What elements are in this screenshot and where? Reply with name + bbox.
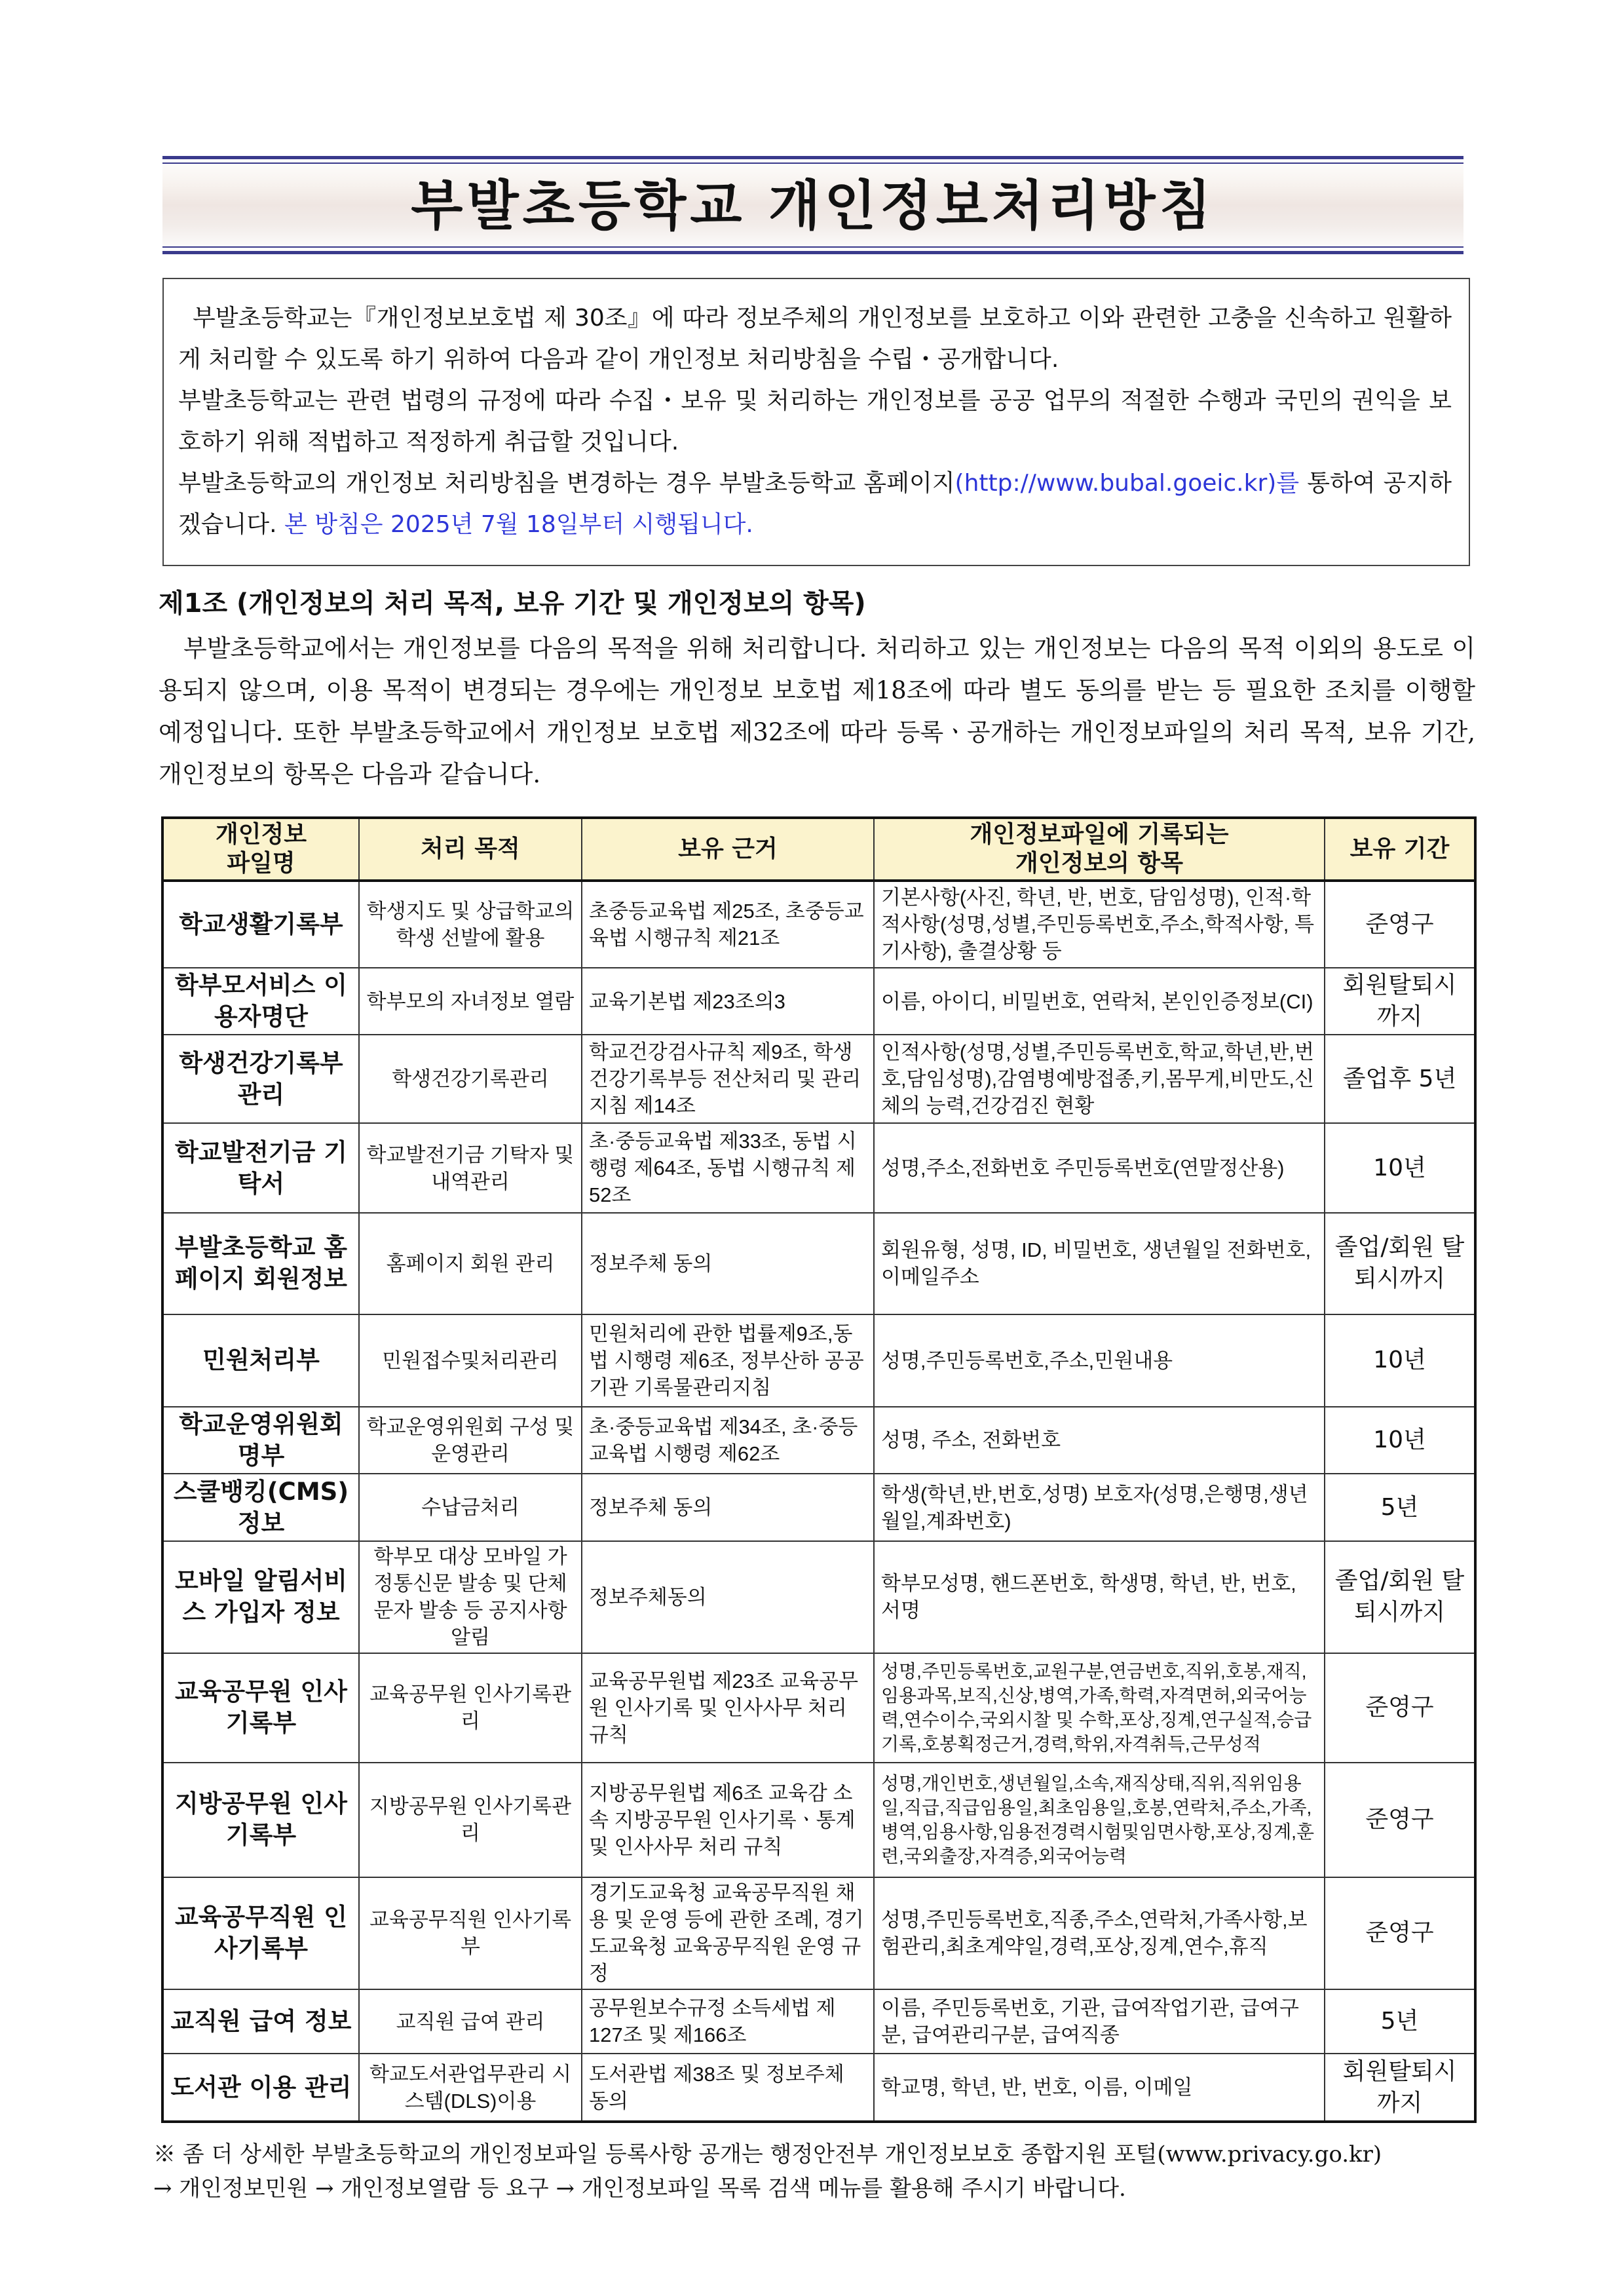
cell-basis: 정보주체 동의 [582, 1213, 874, 1314]
cell-period: 준영구 [1325, 1877, 1475, 1989]
cell-basis: 도서관법 제38조 및 정보주체 동의 [582, 2054, 874, 2122]
cell-purpose: 학부모의 자녀정보 열람 [359, 968, 582, 1035]
header-period: 보유 기간 [1325, 818, 1475, 881]
table-row [162, 881, 1475, 968]
header-items: 개인정보파일에 기록되는 개인정보의 항목 [874, 818, 1325, 881]
header-basis: 보유 근거 [582, 818, 874, 881]
cell-period: 준영구 [1325, 1763, 1475, 1877]
cell-basis: 공무원보수규정 소득세법 제127조 및 제166조 [582, 1989, 874, 2054]
cell-basis: 정보주체 동의 [582, 1474, 874, 1541]
cell-file-name: 지방공무원 인사기록부 [162, 1763, 359, 1877]
intro-paragraph-3-tail: 통하여 공지하겠습니다. [178, 470, 1452, 538]
cell-purpose: 학교발전기금 기탁자 및 내역관리 [359, 1123, 582, 1213]
cell-basis: 정보주체동의 [582, 1541, 874, 1653]
cell-period: 졸업후 5년 [1325, 1035, 1475, 1123]
cell-purpose: 학교운영위원회 구성 및 운영관리 [359, 1407, 582, 1474]
cell-file-name: 교육공무원 인사기록부 [162, 1653, 359, 1763]
cell-period: 5년 [1325, 1989, 1475, 2054]
table-row [162, 1035, 1475, 1123]
cell-basis: 초·중등교육법 제34조, 초·중등교육법 시행령 제62조 [582, 1407, 874, 1474]
intro-paragraph-3-lead: 부발초등학교의 개인정보 처리방침을 변경하는 경우 부발초등학교 홈페이지 [178, 470, 955, 497]
cell-basis: 지방공무원법 제6조 교육감 소속 지방공무원 인사기록ㆍ통계 및 인사사무 처리 규칙 [582, 1763, 874, 1877]
cell-file-name: 학교운영위원회 명부 [162, 1407, 359, 1474]
cell-purpose: 홈페이지 회원 관리 [359, 1213, 582, 1314]
table-row [162, 1314, 1475, 1407]
cell-file-name: 민원처리부 [162, 1314, 359, 1407]
effective-date-notice: 본 방침은 2025년 7월 18일부터 시행됩니다. [284, 511, 753, 538]
table-row [162, 1407, 1475, 1474]
cell-purpose: 학부모 대상 모바일 가정통신문 발송 및 단체문자 발송 등 공지사항 알림 [359, 1541, 582, 1653]
cell-items: 성명, 주소, 전화번호 [874, 1407, 1325, 1474]
cell-basis: 학교건강검사규칙 제9조, 학생건강기록부등 전산처리 및 관리지침 제14조 [582, 1035, 874, 1123]
cell-items: 이름, 아이디, 비밀번호, 연락처, 본인인증정보(CI) [874, 968, 1325, 1035]
title-top-rule [162, 156, 1463, 159]
table-row [162, 1989, 1475, 2054]
intro-paragraph-3 [178, 463, 1452, 545]
cell-period: 준영구 [1325, 1653, 1475, 1763]
cell-file-name: 부발초등학교 홈페이지 회원정보 [162, 1213, 359, 1314]
cell-purpose: 민원접수및처리관리 [359, 1314, 582, 1407]
cell-items: 성명,개인번호,생년월일,소속,재직상태,직위,직위임용일,직급,직급임용일,최초임용일,호봉,연락처,주소,가족,병역,임용사항,임용전경력시험및임면사항,포상,징계,훈련,국외출장,자격증,외국어능력 [874, 1763, 1325, 1877]
cell-file-name: 학부모서비스 이용자명단 [162, 968, 359, 1035]
cell-file-name: 스쿨뱅킹(CMS) 정보 [162, 1474, 359, 1541]
table-row [162, 968, 1475, 1035]
section-1-heading: 제1조 (개인정보의 처리 목적, 보유 기간 및 개인정보의 항목) [159, 588, 866, 619]
cell-period: 회원탈퇴시 까지 [1325, 968, 1475, 1035]
cell-items: 성명,주민등록번호,주소,민원내용 [874, 1314, 1325, 1407]
cell-purpose: 수납금처리 [359, 1474, 582, 1541]
section-1-body [159, 628, 1475, 795]
cell-period: 졸업/회원 탈퇴시까지 [1325, 1541, 1475, 1653]
cell-basis: 경기도교육청 교육공무직원 채용 및 운영 등에 관한 조례, 경기도교육청 교육공무직원 운영 규정 [582, 1877, 874, 1989]
cell-items: 학교명, 학년, 반, 번호, 이름, 이메일 [874, 2054, 1325, 2122]
cell-items: 학생(학년,반,번호,성명) 보호자(성명,은행명,생년월일,계좌번호) [874, 1474, 1325, 1541]
cell-period: 10년 [1325, 1314, 1475, 1407]
footnote-line-2: → 개인정보민원 → 개인정보열람 등 요구 → 개인정보파일 목록 검색 메뉴를 활용해 주시기 바랍니다. [153, 2175, 1126, 2202]
cell-purpose: 학생지도 및 상급학교의 학생 선발에 활용 [359, 881, 582, 968]
homepage-link[interactable]: (http://www.bubal.goeic.kr)를 [954, 470, 1300, 497]
header-file-name: 개인정보 파일명 [162, 818, 359, 881]
cell-items: 학부모성명, 핸드폰번호, 학생명, 학년, 반, 번호, 서명 [874, 1541, 1325, 1653]
table-row [162, 1474, 1475, 1541]
footnote-line-1: ※ 좀 더 상세한 부발초등학교의 개인정보파일 등록사항 공개는 행정안전부 개인정보보호 종합지원 포털(www.privacy.go.kr) [153, 2141, 1382, 2168]
cell-purpose: 교직원 급여 관리 [359, 1989, 582, 2054]
cell-items: 성명,주민등록번호,교원구분,연금번호,직위,호봉,재직,임용과목,보직,신상,병역,가족,학력,자격면허,외국어능력,연수이수,국외시찰 및 수학,포상,징계,연구실적,승급기록,호봉획정근거,경력,학위,자격취득,근무성적 [874, 1653, 1325, 1763]
cell-items: 회원유형, 성명, ID, 비밀번호, 생년월일 전화번호, 이메일주소 [874, 1213, 1325, 1314]
cell-basis: 초중등교육법 제25조, 초중등교육법 시행규칙 제21조 [582, 881, 874, 968]
cell-file-name: 학교발전기금 기탁서 [162, 1123, 359, 1213]
cell-items: 성명,주소,전화번호 주민등록번호(연말정산용) [874, 1123, 1325, 1213]
table-row [162, 1653, 1475, 1763]
cell-period: 10년 [1325, 1407, 1475, 1474]
cell-period: 10년 [1325, 1123, 1475, 1213]
cell-items: 성명,주민등록번호,직종,주소,연락처,가족사항,보험관리,최초계약일,경력,포상,징계,연수,휴직 [874, 1877, 1325, 1989]
table-row [162, 1541, 1475, 1653]
cell-items: 기본사항(사진, 학년, 반, 번호, 담임성명), 인적·학적사항(성명,성별,주민등록번호,주소,학적사항, 특기사항), 출결상황 등 [874, 881, 1325, 968]
cell-file-name: 도서관 이용 관리 [162, 2054, 359, 2122]
intro-paragraph-2: 부발초등학교는 관련 법령의 규정에 따라 수집・보유 및 처리하는 개인정보를 공공 업무의 적절한 수행과 국민의 권익을 보호하기 위해 적법하고 적정하게 취급할 것입니다. [178, 387, 1452, 455]
cell-purpose: 교육공무원 인사기록관리 [359, 1653, 582, 1763]
cell-file-name: 모바일 알림서비스 가입자 정보 [162, 1541, 359, 1653]
cell-file-name: 교직원 급여 정보 [162, 1989, 359, 2054]
footnote [153, 2137, 1483, 2206]
page-title: 부발초등학교 개인정보처리방침 [411, 175, 1215, 237]
cell-items: 인적사항(성명,성별,주민등록번호,학교,학년,반,번호,담임성명),감염병예방접종,키,몸무게,비만도,신체의 능력,건강검진 현황 [874, 1035, 1325, 1123]
cell-purpose: 학교도서관업무관리 시스템(DLS)이용 [359, 2054, 582, 2122]
table-header-row [162, 818, 1475, 881]
table-row [162, 1763, 1475, 1877]
cell-file-name: 학생건강기록부 관리 [162, 1035, 359, 1123]
cell-period: 준영구 [1325, 881, 1475, 968]
cell-purpose: 지방공무원 인사기록관리 [359, 1763, 582, 1877]
personal-info-files-table [161, 816, 1477, 2123]
table-row [162, 2054, 1475, 2122]
intro-paragraph-1: 부발초등학교는『개인정보보호법 제 30조』에 따라 정보주체의 개인정보를 보호하고 이와 관련한 고충을 신속하고 원활하게 처리할 수 있도록 하기 위하여 다음과 같이 개인정보 처리방침을 수립・공개합니다. [178, 305, 1452, 373]
cell-period: 5년 [1325, 1474, 1475, 1541]
title-bottom-rule [162, 251, 1463, 254]
table-row [162, 1877, 1475, 1989]
cell-basis: 교육기본법 제23조의3 [582, 968, 874, 1035]
cell-basis: 교육공무원법 제23조 교육공무원 인사기록 및 인사사무 처리 규칙 [582, 1653, 874, 1763]
cell-period: 졸업/회원 탈퇴시까지 [1325, 1213, 1475, 1314]
cell-period: 회원탈퇴시 까지 [1325, 2054, 1475, 2122]
cell-file-name: 교육공무직원 인사기록부 [162, 1877, 359, 1989]
cell-items: 이름, 주민등록번호, 기관, 급여작업기관, 급여구분, 급여관리구분, 급여직종 [874, 1989, 1325, 2054]
intro-box [162, 278, 1470, 566]
cell-basis: 민원처리에 관한 법률제9조,동법 시행령 제6조, 정부산하 공공기관 기록물관리지침 [582, 1314, 874, 1407]
section-1-paragraph: 부발초등학교에서는 개인정보를 다음의 목적을 위해 처리합니다. 처리하고 있는 개인정보는 다음의 목적 이외의 용도로 이용되지 않으며, 이용 목적이 변경되는 경우에는 개인정보 보호법 제18조에 따라 별도 동의를 받는 등 필요한 조치를 이행할 예정입니다. 또한 부발초등학교에서 개인정보 보호법 제32조에 따라 등록ㆍ공개하는 개인정보파일의 처리 목적, 보유 기간, 개인정보의 항목은 다음과 같습니다. [159, 634, 1475, 788]
table-row [162, 1123, 1475, 1213]
table-row [162, 1213, 1475, 1314]
cell-basis: 초·중등교육법 제33조, 동법 시행령 제64조, 동법 시행규칙 제52조 [582, 1123, 874, 1213]
cell-purpose: 학생건강기록관리 [359, 1035, 582, 1123]
cell-purpose: 교육공무직원 인사기록부 [359, 1877, 582, 1989]
header-purpose: 처리 목적 [359, 818, 582, 881]
cell-file-name: 학교생활기록부 [162, 881, 359, 968]
